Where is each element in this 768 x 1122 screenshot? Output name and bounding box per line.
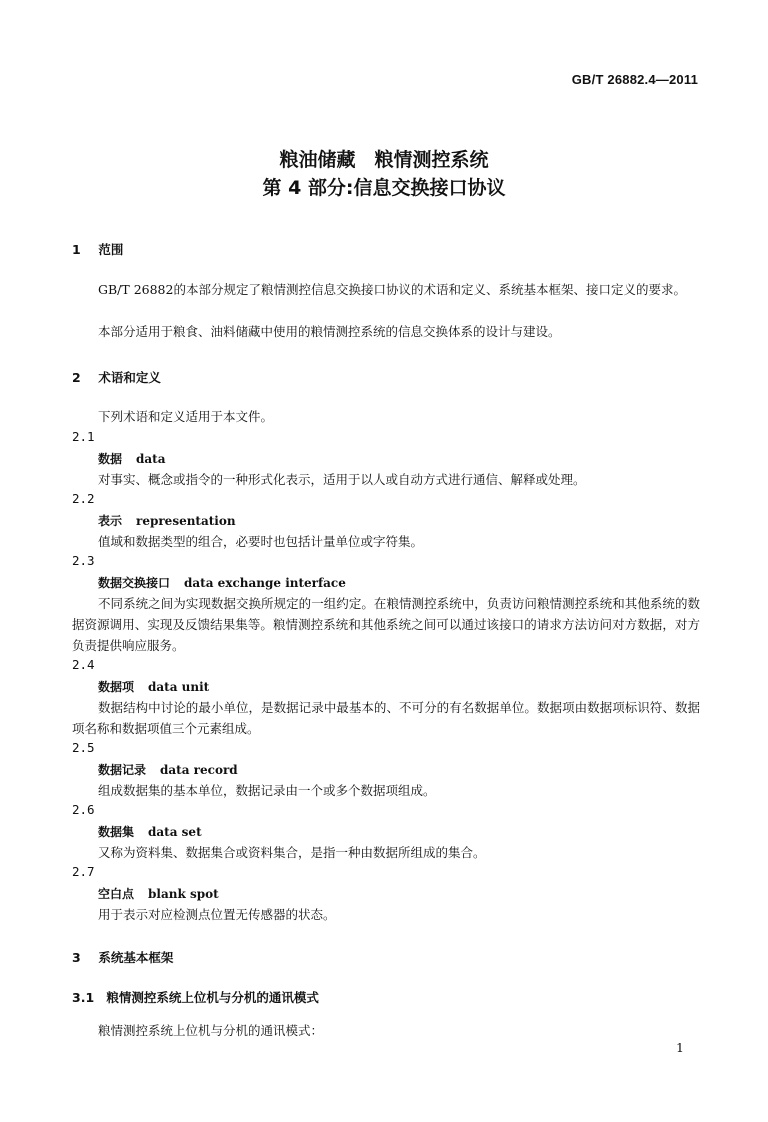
section-number: 3 (72, 950, 81, 965)
subsection-title: 粮情测控系统上位机与分机的通讯模式 (106, 990, 319, 1005)
term-en: data (136, 452, 166, 466)
term-en: data set (148, 825, 202, 839)
clause-number: 2.4 (72, 657, 95, 672)
term-definition: 组成数据集的基本单位，数据记录由一个或多个数据项组成。 (98, 783, 436, 798)
term-en: representation (136, 514, 236, 528)
section-title: 术语和定义 (98, 370, 161, 385)
section-title: 范围 (98, 242, 124, 257)
term-definition: 数据结构中讨论的最小单位，是数据记录中最基本的、不可分的有名数据单位。数据项由数据项标识符、数据项名称和数据项值三个元素组成。 (72, 700, 700, 736)
term-entry (98, 885, 219, 902)
clause-number: 2.3 (72, 553, 95, 568)
term-entry (98, 512, 236, 529)
term-definition: 又称为资料集、数据集合或资料集合，是指一种由数据所组成的集合。 (98, 845, 486, 860)
term-en: data exchange interface (184, 576, 346, 590)
document-title-line1: 粮油储藏 粮情测控系统 (279, 149, 489, 171)
term-entry (98, 450, 166, 467)
section-title: 系统基本框架 (98, 950, 174, 965)
section-1-paragraph-1: GB/T 26882的本部分规定了粮情测控信息交换接口协议的术语和定义、系统基本框架、接口定义的要求。 (98, 282, 686, 297)
term-cn: 数据集 (98, 825, 135, 839)
term-cn: 数据交换接口 (98, 576, 171, 590)
section-1-heading (72, 240, 123, 258)
document-title-line2: 第 4 部分:信息交换接口协议 (262, 177, 506, 199)
term-entry (98, 823, 202, 840)
term-definition: 用于表示对应检测点位置无传感器的状态。 (98, 907, 336, 922)
standard-code: GB/T 26882.4—2011 (571, 72, 698, 87)
clause-number: 2.7 (72, 864, 95, 879)
section-1-paragraph-2: 本部分适用于粮食、油料储藏中使用的粮情测控系统的信息交换体系的设计与建设。 (98, 324, 561, 339)
section-3-heading (72, 948, 173, 966)
subsection-number: 3.1 (72, 990, 95, 1005)
term-cn: 数据记录 (98, 763, 147, 777)
section-number: 2 (72, 370, 81, 385)
clause-number: 2.6 (72, 802, 95, 817)
term-en: data unit (148, 680, 210, 694)
section-2-intro: 下列术语和定义适用于本文件。 (98, 409, 274, 424)
page-number: 1 (676, 1040, 684, 1055)
subsection-3-1-text: 粮情测控系统上位机与分机的通讯模式： (98, 1023, 324, 1038)
term-cn: 数据 (98, 452, 123, 466)
clause-number: 2.1 (72, 429, 95, 444)
term-cn: 空白点 (98, 887, 135, 901)
clause-number: 2.5 (72, 740, 95, 755)
subsection-3-1-heading (72, 988, 319, 1006)
term-cn: 数据项 (98, 680, 135, 694)
term-entry (98, 761, 238, 778)
section-2-heading (72, 368, 161, 386)
term-entry (98, 574, 346, 591)
term-entry (98, 678, 209, 695)
clause-number: 2.2 (72, 491, 95, 506)
term-cn: 表示 (98, 514, 123, 528)
section-number: 1 (72, 242, 81, 257)
term-en: blank spot (148, 887, 219, 901)
term-definition: 值域和数据类型的组合，必要时也包括计量单位或字符集。 (98, 534, 424, 549)
term-definition: 不同系统之间为实现数据交换所规定的一组约定。在粮情测控系统中，负责访问粮情测控系统和其他系统的数据资源调用、实现及反馈结果集等。粮情测控系统和其他系统之间可以通过该接口的请求方法访问对方数据，对方负责提供响应服务。 (72, 596, 700, 653)
term-definition: 对事实、概念或指令的一种形式化表示，适用于以人或自动方式进行通信、解释或处理。 (98, 472, 586, 487)
term-en: data record (160, 763, 238, 777)
